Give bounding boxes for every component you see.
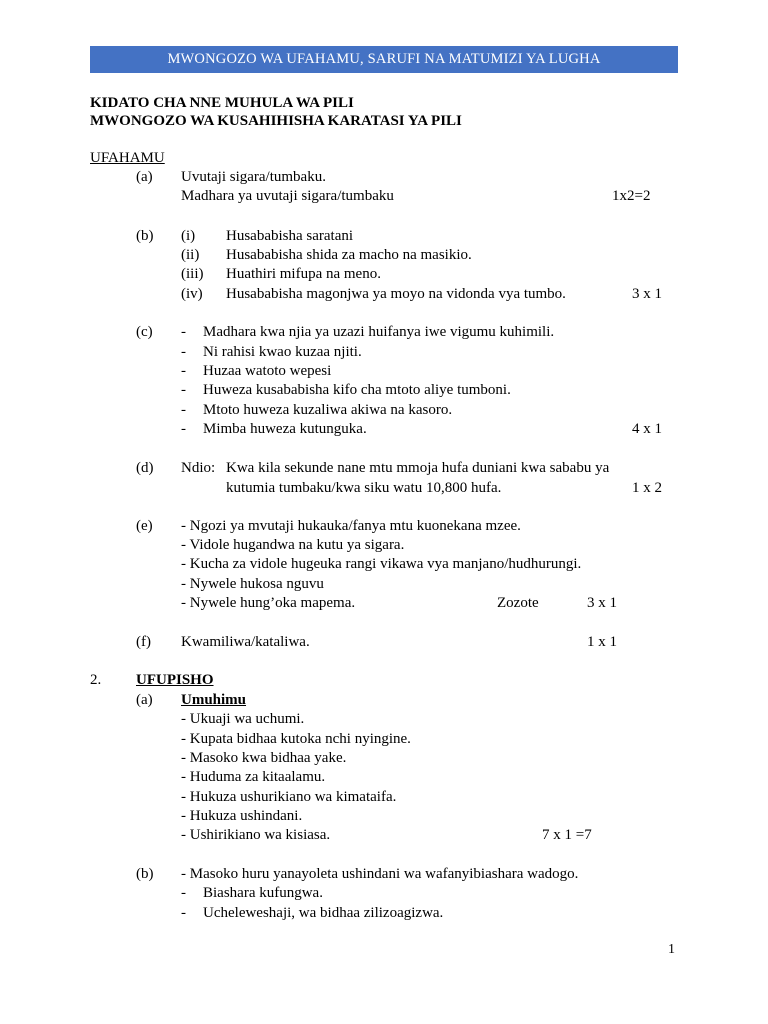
list-item: - Masoko kwa bidhaa yake. [181,750,347,766]
item-number: (iii) [181,266,204,282]
dash-bullet: - [181,324,186,340]
list-item: - Nywele hung’oka mapema. [181,595,356,611]
marks-allocation: 7 x 1 =7 [542,827,592,843]
answer-line: Madhara ya uvutaji sigara/tumbaku [181,188,394,204]
list-item: Huweza kusababisha kifo cha mtoto aliye tumboni. [203,382,511,398]
question-label: (b) [136,866,154,882]
list-item: - Nywele hukosa nguvu [181,576,324,592]
list-item: - Kupata bidhaa kutoka nchi nyingine. [181,731,411,747]
dash-bullet: - [181,363,186,379]
answer-line: Kwa kila sekunde nane mtu mmoja hufa duniani kwa sababu ya [226,460,610,476]
list-item: Mtoto huweza kuzaliwa akiwa na kasoro. [203,402,453,418]
list-item: - Ngozi ya mvutaji hukauka/fanya mtu kuonekana mzee. [181,518,521,534]
marks-allocation: 1x2=2 [612,188,651,204]
marks-allocation: 1 x 1 [587,634,617,650]
question-label: (a) [136,692,153,708]
list-item: Biashara kufungwa. [203,885,323,901]
answer-line: kutumia tumbaku/kwa siku watu 10,800 hufa. [226,480,502,496]
item-number: (i) [181,228,196,244]
marks-allocation: 4 x 1 [632,421,662,437]
dash-bullet: - [181,382,186,398]
title-line-2: MWONGOZO WA KUSAHIHISHA KARATASI YA PILI [90,113,462,129]
list-item: - Ushirikiano wa kisiasa. [181,827,331,843]
list-item: - Masoko huru yanayoleta ushindani wa wafanyibiashara wadogo. [181,866,579,882]
dash-bullet: - [181,885,186,901]
header-banner: MWONGOZO WA UFAHAMU, SARUFI NA MATUMIZI YA LUGHA [90,46,678,73]
list-item: - Vidole hugandwa na kutu ya sigara. [181,537,405,553]
list-item: Huzaa watoto wepesi [203,363,332,379]
list-item: Husababisha magonjwa ya moyo na vidonda vya tumbo. [226,286,566,302]
list-item: Husababisha saratani [226,228,354,244]
marks-allocation: 3 x 1 [587,595,617,611]
section-heading-ufupisho: UFUPISHO [136,672,214,688]
question-label: (e) [136,518,153,534]
list-item: - Hukuza ushurikiano wa kimataifa. [181,789,397,805]
answer-line: Uvutaji sigara/tumbaku. [181,169,326,185]
question-label: (a) [136,169,153,185]
page-number: 1 [668,942,675,957]
question-label: (d) [136,460,154,476]
subheading: Umuhimu [181,692,247,708]
list-item: Ni rahisi kwao kuzaa njiti. [203,344,362,360]
list-item: - Ukuaji wa uchumi. [181,711,305,727]
question-label: (c) [136,324,153,340]
list-item: Husababisha shida za macho na masikio. [226,247,472,263]
list-item: - Huduma za kitaalamu. [181,769,326,785]
list-item: Madhara kwa njia ya uzazi huifanya iwe vigumu kuhimili. [203,324,555,340]
dash-bullet: - [181,344,186,360]
answer-prefix: Ndio: [181,460,216,476]
item-number: (ii) [181,247,200,263]
item-number: (iv) [181,286,203,302]
list-item: Ucheleweshaji, wa bidhaa zilizoagizwa. [203,905,444,921]
dash-bullet: - [181,421,186,437]
list-item: Mimba huweza kutunguka. [203,421,367,437]
marks-allocation: 1 x 2 [632,480,662,496]
question-label: (f) [136,634,151,650]
list-item: - Hukuza ushindani. [181,808,303,824]
dash-bullet: - [181,905,186,921]
section-number: 2. [90,672,102,688]
section-heading-ufahamu: UFAHAMU [90,150,165,166]
dash-bullet: - [181,402,186,418]
answer-line: Kwamiliwa/kataliwa. [181,634,310,650]
title-line-1: KIDATO CHA NNE MUHULA WA PILI [90,95,354,111]
list-item: - Kucha za vidole hugeuka rangi vikawa vya manjano/hudhurungi. [181,556,582,572]
marking-note: Zozote [497,595,539,611]
question-label: (b) [136,228,154,244]
list-item: Huathiri mifupa na meno. [226,266,381,282]
marks-allocation: 3 x 1 [632,286,662,302]
